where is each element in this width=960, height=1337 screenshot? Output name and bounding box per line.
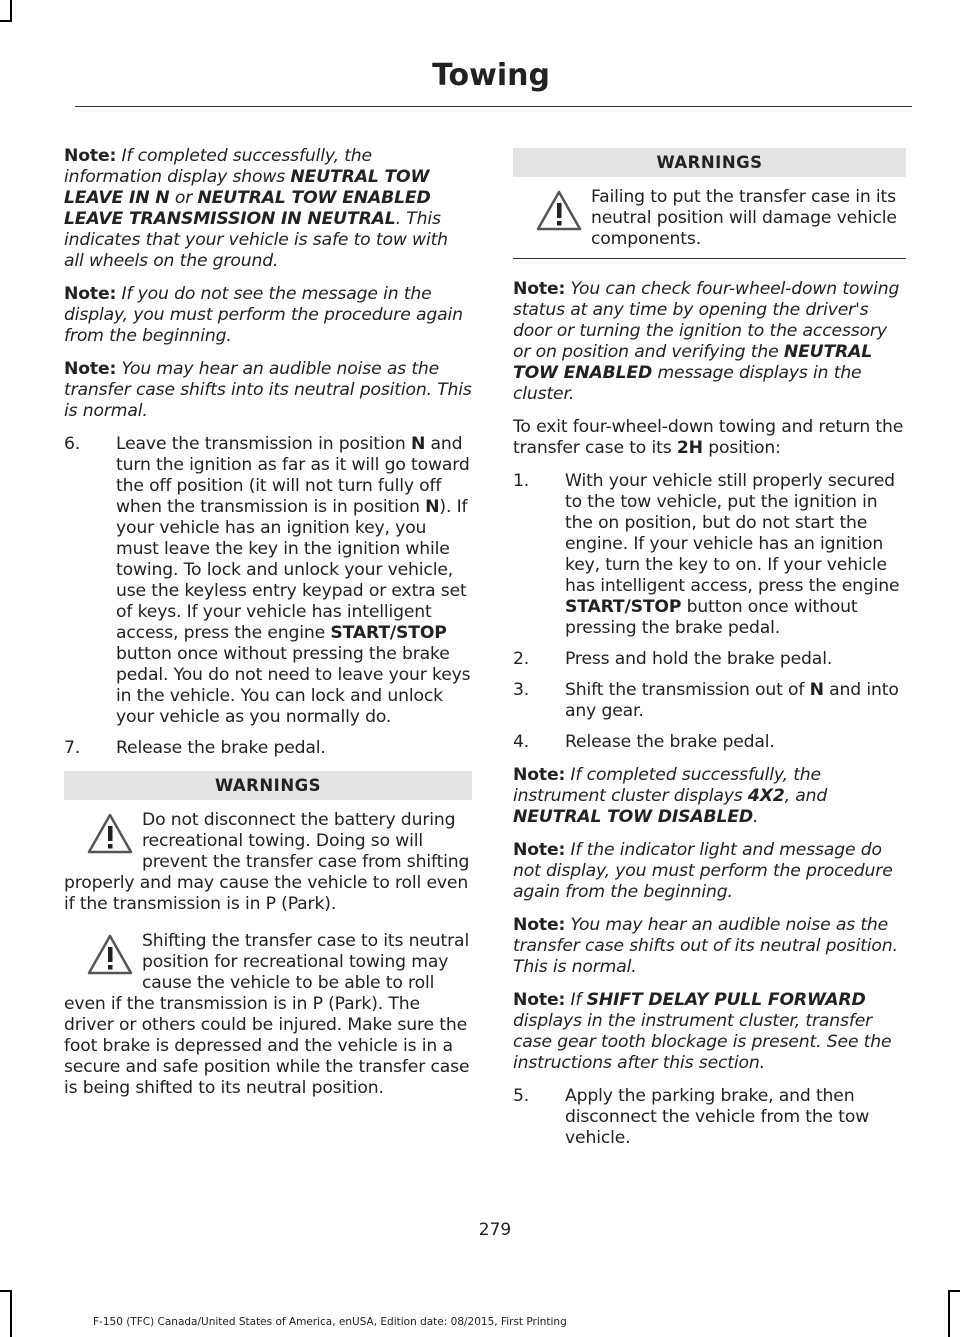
- crop-mark: [0, 20, 12, 22]
- step-list: [513, 1086, 906, 1149]
- warning: Shifting the transfer case to its neutral position for recreational towing may cause the vehicle to be able to roll even if the transmission is in P (Park). The driver or others could be injured. Make sure the foot brake is depressed and the vehicle is in a secure and safe position while the transfer case is being shifted to its neutral position.: [64, 931, 470, 1098]
- warning: Failing to put the transfer case in its neutral position will damage vehicle components.: [513, 187, 906, 250]
- list-item: 6. Leave the transmission in position N and turn the ignition as far as it will go toward the off position (it will not turn fully off when the transmission is in position N). If your vehicle has an ignition key, you must leave the key in the ignition while towing. To lock and unlock your vehicle, use the keyless entry keypad or extra set of keys. If your vehicle has intelligent access, press the engine START/STOP button once without pressing the brake pedal. You do not need to leave your keys in the vehicle. You can lock and unlock your vehicle as you normally do.: [64, 434, 471, 727]
- crop-mark: [948, 1290, 950, 1337]
- list-item: 7. Release the brake pedal.: [64, 738, 326, 758]
- step-list: [64, 434, 472, 759]
- warning-triangle-icon: [86, 933, 134, 977]
- note: Note: You can check four-wheel-down towing status at any time by opening the driver's door or turning the ignition to the accessory or on position and verifying the NEUTRAL TOW ENABLED message displays in the cluster.: [513, 279, 900, 404]
- note: Note: You may hear an audible noise as the transfer case shifts into its neutral position. This is normal.: [64, 359, 472, 421]
- header-divider: [75, 106, 912, 107]
- crop-mark: [10, 0, 12, 22]
- note: Note: You may hear an audible noise as the transfer case shifts out of its neutral position. This is normal.: [513, 915, 898, 977]
- warning: Do not disconnect the battery during recreational towing. Doing so will prevent the transfer case from shifting properly and may cause the vehicle to roll even if the transmission is in P (Park).: [64, 810, 470, 914]
- page-number: 279: [478, 1220, 512, 1240]
- right-column: [513, 146, 906, 1161]
- paragraph: To exit four-wheel-down towing and return the transfer case to its 2H position:: [513, 417, 904, 458]
- list-item: 2. Press and hold the brake pedal.: [513, 649, 833, 669]
- crop-mark: [10, 1290, 12, 1337]
- note: Note: If the indicator light and message do not display, you must perform the procedure again from the beginning.: [513, 840, 893, 902]
- page-title: Towing: [432, 58, 550, 93]
- warning-triangle-icon: [86, 812, 134, 856]
- list-item: 5. Apply the parking brake, and then disconnect the vehicle from the tow vehicle.: [513, 1086, 870, 1148]
- step-list: [513, 471, 906, 753]
- warning-triangle-icon: [535, 189, 583, 233]
- note: Note: If completed successfully, the instrument cluster displays 4X2, and NEUTRAL TOW DISABLED.: [513, 765, 828, 827]
- note: Note: If completed successfully, the information display shows NEUTRAL TOW LEAVE IN N or NEUTRAL TOW ENABLED LEAVE TRANSMISSION IN NEUTRAL. This indicates that your vehicle is safe to tow with all wheels on the ground.: [64, 146, 448, 271]
- note: Note: If you do not see the message in the display, you must perform the procedure again from the beginning.: [64, 284, 463, 346]
- list-item: 3. Shift the transmission out of N and into any gear.: [513, 680, 899, 721]
- warnings-heading: WARNINGS: [64, 771, 472, 800]
- left-column: [64, 146, 472, 1115]
- footer-text: F-150 (TFC) Canada/United States of America, enUSA, Edition date: 08/2015, First Printing: [93, 1316, 567, 1328]
- warnings-divider: [513, 258, 906, 259]
- warnings-heading: WARNINGS: [513, 148, 906, 177]
- list-item: 1. With your vehicle still properly secured to the tow vehicle, put the ignition in the on position, but do not start the engine. If your vehicle has an ignition key, turn the key to on. If your vehicle has intelligent access, press the engine START/STOP button once without pressing the brake pedal.: [513, 471, 900, 638]
- list-item: 4. Release the brake pedal.: [513, 732, 775, 752]
- note: Note: If SHIFT DELAY PULL FORWARD displays in the instrument cluster, transfer case gear tooth blockage is present. See the instructions after this section.: [513, 990, 892, 1073]
